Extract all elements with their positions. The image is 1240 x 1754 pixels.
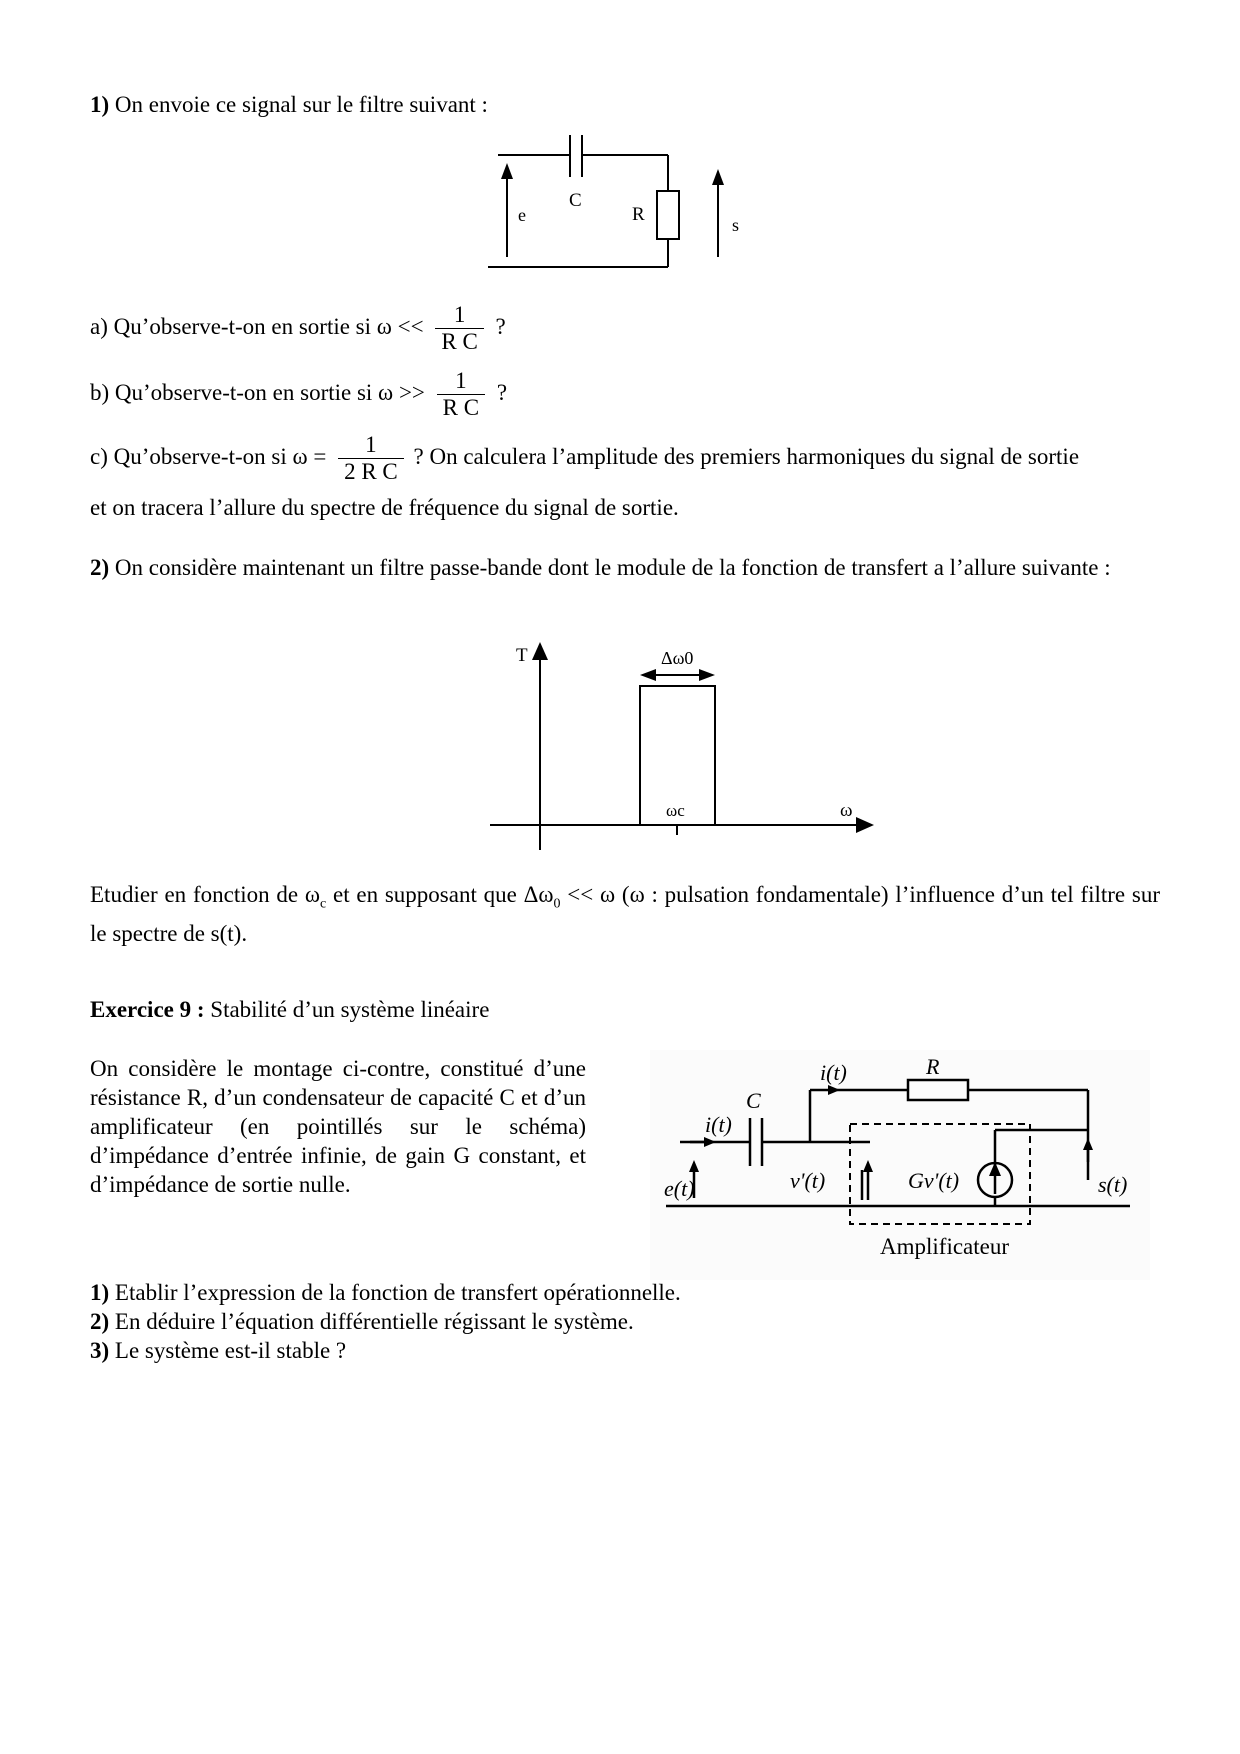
fraction-denominator: R C — [442, 395, 480, 420]
y-axis-arrow — [532, 642, 548, 660]
ex9-title-bold: Exercice 9 : — [90, 997, 205, 1022]
schema-label-s: s(t) — [1098, 1172, 1128, 1197]
x-axis-arrow — [856, 817, 874, 833]
ex9-q3-number: 3) — [90, 1338, 110, 1363]
qc-suffix: ? On calculera l’amplitude des premiers harmoniques du signal de sortie — [413, 443, 1080, 469]
ex9-title — [90, 996, 489, 1024]
ex9-q1-number: 1) — [90, 1280, 110, 1305]
qa-line — [90, 302, 506, 355]
schema-label-i-left: i(t) — [705, 1112, 732, 1137]
q1-number: 1) — [90, 92, 110, 117]
fraction-numerator: 1 — [435, 302, 483, 329]
fraction-1-over-2rc — [338, 432, 404, 485]
study-paragraph — [90, 880, 1160, 948]
study-text-c: << ω (ω : pulsation fondamentale) l’influence d’un tel filtre sur le spectre de s(t). — [90, 882, 1161, 946]
fraction-denominator: 2 R C — [344, 459, 398, 484]
ex9-description: On considère le montage ci-contre, constitué d’une résistance R, d’un condensateur de capacité C et d’un amplificateur (en pointillés sur le schéma) d’impédance d’entrée infinie, de gain G constant, et d’impédance de sortie nulle. — [90, 1056, 586, 1197]
q2-text: On considère maintenant un filtre passe-bande dont le module de la fonction de transfert a l’allure suivante : — [114, 555, 1111, 580]
ex9-q3 — [90, 1337, 346, 1365]
graph-label-t: T — [516, 645, 528, 666]
schema-label-i-top: i(t) — [820, 1060, 847, 1085]
circuit-label-r: R — [632, 204, 645, 225]
circuit-label-e: e — [518, 205, 526, 225]
fraction-numerator: 1 — [338, 432, 404, 459]
ex9-q2-text: En déduire l’équation différentielle régissant le système. — [114, 1309, 634, 1334]
circuit-label-s: s — [732, 215, 740, 235]
graph-label-omega: ω — [840, 800, 853, 821]
qa-text: a) Qu’observe-t-on en sortie si ω << — [90, 313, 424, 339]
graph-label-omega-c: ωc — [666, 801, 685, 820]
qc-line-2: et on tracera l’allure du spectre de fréquence du signal de sortie. — [90, 495, 679, 520]
fraction-denominator: R C — [441, 329, 478, 354]
circuit-label-c: C — [569, 190, 582, 211]
question-mark: ? — [496, 379, 508, 405]
schema-label-v: v'(t) — [790, 1168, 826, 1193]
rc-circuit-diagram — [470, 125, 750, 275]
qb-line — [90, 368, 507, 421]
ex9-title-rest: Stabilité d’un système linéaire — [204, 997, 490, 1022]
study-subscript-0: 0 — [553, 896, 561, 912]
amplifier-schematic — [650, 1050, 1150, 1280]
qb-text: b) Qu’observe-t-on en sortie si ω >> — [90, 379, 425, 405]
graph-label-delta-omega: Δω0 — [661, 648, 694, 668]
schema-label-gv: Gv'(t) — [908, 1168, 960, 1193]
q1-line — [90, 91, 488, 119]
fraction-1-over-rc — [437, 368, 485, 421]
study-subscript-c: c — [320, 896, 327, 912]
schema-label-e: e(t) — [664, 1176, 695, 1201]
fraction-1-over-rc — [435, 302, 483, 355]
study-text-b: et en supposant que Δω — [326, 882, 554, 907]
ex9-q2-number: 2) — [90, 1309, 110, 1334]
bandpass-graph — [480, 640, 880, 850]
schema-label-amplificateur: Amplificateur — [880, 1234, 1010, 1259]
ex9-q3-text: Le système est-il stable ? — [114, 1338, 347, 1363]
question-mark: ? — [495, 313, 506, 339]
ex9-q2 — [90, 1308, 634, 1336]
qc-text: c) Qu’observe-t-on si ω = — [90, 443, 327, 469]
study-text-a: Etudier en fonction de ω — [90, 882, 320, 907]
fraction-numerator: 1 — [437, 368, 485, 395]
q2-number: 2) — [90, 555, 110, 580]
q1-text: On envoie ce signal sur le filtre suivant : — [114, 92, 488, 117]
qc-line — [90, 432, 1079, 485]
schema-label-r: R — [926, 1054, 940, 1079]
ex9-q1-text: Etablir l’expression de la fonction de transfert opérationnelle. — [114, 1280, 681, 1305]
q2-paragraph — [90, 553, 1160, 582]
schema-label-c: C — [746, 1088, 761, 1113]
ex9-q1 — [90, 1279, 681, 1307]
